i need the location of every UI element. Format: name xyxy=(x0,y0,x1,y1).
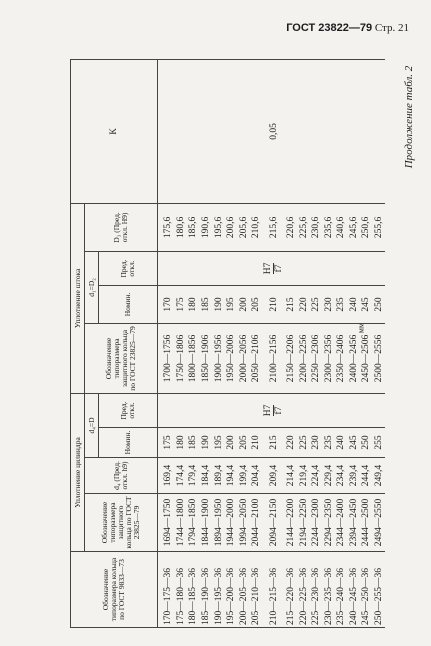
ring-designation-cell: 205—210—36 xyxy=(250,552,263,628)
rod-deviation-cell xyxy=(360,251,373,285)
rod-d3-cell: 250,6 xyxy=(360,203,373,251)
fit-cylinder xyxy=(263,405,285,417)
rod-d3-cell: 200,6 xyxy=(225,203,238,251)
ring-designation-cell: 240—245—36 xyxy=(348,552,361,628)
rod-d3-cell: 215,6 xyxy=(263,203,285,251)
unit-label: мм xyxy=(356,322,366,334)
cylinder-fit-cell xyxy=(263,393,285,427)
cylinder-nominal-cell: 185 xyxy=(187,428,200,458)
cylinder-nominal-cell: 195 xyxy=(212,428,225,458)
ring-designation-cell: 220—225—36 xyxy=(297,552,310,628)
cylinder-protective-ring-cell: 2294—2350 xyxy=(322,494,335,552)
cylinder-d4-cell: 169,4 xyxy=(158,458,175,494)
cylinder-deviation-cell xyxy=(200,393,213,427)
cylinder-protective-ring-cell: 2394—2450 xyxy=(348,494,361,552)
ring-designation-cell: 235—240—36 xyxy=(335,552,348,628)
cylinder-protective-ring-cell: 1944—2000 xyxy=(225,494,238,552)
rod-fit-cell xyxy=(263,251,285,285)
rod-nominal-cell: 205 xyxy=(250,285,263,323)
rod-protective-ring-cell: 2250—2306 xyxy=(310,323,323,393)
header-cylinder-deviation: Пред. откл. xyxy=(99,393,158,427)
rod-protective-ring-cell: 1900—1956 xyxy=(212,323,225,393)
cylinder-deviation-cell xyxy=(250,393,263,427)
rod-d3-cell: 255,6 xyxy=(373,203,386,251)
header-rod-seal: Уплотнение штока xyxy=(71,203,85,393)
rod-deviation-cell xyxy=(212,251,225,285)
cylinder-nominal-cell: 180 xyxy=(175,428,188,458)
rod-protective-ring-cell: 2500—2556 xyxy=(373,323,386,393)
rod-protective-ring-cell: 1800—1856 xyxy=(187,323,200,393)
rod-deviation-cell xyxy=(175,251,188,285)
cylinder-protective-ring-cell: 2094—2150 xyxy=(263,494,285,552)
cylinder-deviation-cell xyxy=(285,393,298,427)
rod-deviation-cell xyxy=(297,251,310,285)
cylinder-nominal-cell: 200 xyxy=(225,428,238,458)
cylinder-deviation-cell xyxy=(322,393,335,427)
rotated-table xyxy=(70,60,385,628)
rod-deviation-cell xyxy=(335,251,348,285)
cylinder-nominal-cell: 250 xyxy=(360,428,373,458)
cylinder-d4-cell: 184,4 xyxy=(200,458,213,494)
rod-protective-ring-cell: 2050—2106 xyxy=(250,323,263,393)
ring-designation-cell: 195—200—36 xyxy=(225,552,238,628)
cylinder-nominal-cell: 235 xyxy=(322,428,335,458)
cylinder-nominal-cell: 230 xyxy=(310,428,323,458)
cylinder-d4-cell: 229,4 xyxy=(322,458,335,494)
rod-nominal-cell: 175 xyxy=(175,285,188,323)
fit-rod xyxy=(263,263,285,275)
cylinder-d4-cell: 209,4 xyxy=(263,458,285,494)
rod-nominal-cell: 170 xyxy=(158,285,175,323)
cylinder-nominal-cell: 220 xyxy=(285,428,298,458)
rod-d3-cell: 190,6 xyxy=(200,203,213,251)
rod-nominal-cell: 240 xyxy=(348,285,361,323)
cylinder-deviation-cell xyxy=(373,393,386,427)
rod-d3-cell: 220,6 xyxy=(285,203,298,251)
header-rod-nominal: Номин. xyxy=(99,285,158,323)
cylinder-deviation-cell xyxy=(175,393,188,427)
rod-deviation-cell xyxy=(373,251,386,285)
cylinder-deviation-cell xyxy=(335,393,348,427)
fit-top: H7 xyxy=(262,262,273,275)
cylinder-deviation-cell xyxy=(297,393,310,427)
ring-designation-cell: 170—175—36 xyxy=(158,552,175,628)
cylinder-d4-cell: 199,4 xyxy=(238,458,251,494)
rod-deviation-cell xyxy=(322,251,335,285)
rod-deviation-cell xyxy=(158,251,175,285)
cylinder-d4-cell: 234,4 xyxy=(335,458,348,494)
rod-deviation-cell xyxy=(238,251,251,285)
rod-d3-cell: 175,6 xyxy=(158,203,175,251)
header-rod-deviation: Пред. откл. xyxy=(99,251,158,285)
cylinder-protective-ring-cell: 1994—2050 xyxy=(238,494,251,552)
cylinder-protective-ring-cell: 2444—2500 xyxy=(360,494,373,552)
cylinder-d4-cell: 239,4 xyxy=(348,458,361,494)
rod-protective-ring-cell: 1950—2006 xyxy=(225,323,238,393)
fit-top: H7 xyxy=(262,404,273,417)
cylinder-d4-cell: 179,4 xyxy=(187,458,200,494)
rod-nominal-cell: 185 xyxy=(200,285,213,323)
rod-nominal-cell: 195 xyxy=(225,285,238,323)
seal-dimensions-table xyxy=(70,59,385,628)
rod-protective-ring-cell: 2150—2206 xyxy=(285,323,298,393)
ring-designation-cell: 200—205—36 xyxy=(238,552,251,628)
header-cylinder-d4-eq-d: d₄=D xyxy=(85,393,99,457)
rod-nominal-cell: 235 xyxy=(335,285,348,323)
rod-nominal-cell: 220 xyxy=(297,285,310,323)
cylinder-deviation-cell xyxy=(158,393,175,427)
ring-designation-cell: 190—195—36 xyxy=(212,552,225,628)
header-rod-d3: D₃ (Пред. откл. H9) xyxy=(85,203,158,251)
cylinder-nominal-cell: 245 xyxy=(348,428,361,458)
header-cylinder-protective-ring: Обозначение типоразмера защитного кольца по ГОСТ 23825—79 xyxy=(85,494,158,552)
cylinder-d4-cell: 224,4 xyxy=(310,458,323,494)
standard-number: ГОСТ 23822—79 xyxy=(286,22,373,34)
cylinder-d4-cell: 189,4 xyxy=(212,458,225,494)
cylinder-nominal-cell: 240 xyxy=(335,428,348,458)
rod-nominal-cell: 180 xyxy=(187,285,200,323)
cylinder-nominal-cell: 210 xyxy=(250,428,263,458)
cylinder-protective-ring-cell: 2494—2550 xyxy=(373,494,386,552)
header-k: K xyxy=(71,59,158,203)
rod-nominal-cell: 245 xyxy=(360,285,373,323)
cylinder-protective-ring-cell: 2044—2100 xyxy=(250,494,263,552)
ring-designation-cell: 175—180—36 xyxy=(175,552,188,628)
table-body xyxy=(158,59,386,627)
rod-deviation-cell xyxy=(348,251,361,285)
rod-d3-cell: 195,6 xyxy=(212,203,225,251)
cylinder-protective-ring-cell: 1894—1950 xyxy=(212,494,225,552)
rod-deviation-cell xyxy=(225,251,238,285)
rod-nominal-cell: 190 xyxy=(212,285,225,323)
rod-protective-ring-cell: 2000—2056 xyxy=(238,323,251,393)
rod-nominal-cell: 225 xyxy=(310,285,323,323)
cylinder-nominal-cell: 255 xyxy=(373,428,386,458)
rod-nominal-cell: 210 xyxy=(263,285,285,323)
ring-designation-cell: 230—235—36 xyxy=(322,552,335,628)
rod-d3-cell: 185,6 xyxy=(187,203,200,251)
rod-d3-cell: 245,6 xyxy=(348,203,361,251)
ring-designation-cell: 215—220—36 xyxy=(285,552,298,628)
rod-d3-cell: 230,6 xyxy=(310,203,323,251)
ring-designation-cell: 245—250—36 xyxy=(360,552,373,628)
header-cylinder-d4: d₄ (Пред. откл. h9) xyxy=(85,458,158,494)
header-rod-protective-ring: Обозначение типоразмера защитного кольца по ГОСТ 23825—79 xyxy=(85,323,158,393)
cylinder-d4-cell: 249,4 xyxy=(373,458,386,494)
cylinder-nominal-cell: 175 xyxy=(158,428,175,458)
rod-deviation-cell xyxy=(200,251,213,285)
fit-bottom: f7 xyxy=(274,406,285,415)
rod-d3-cell: 235,6 xyxy=(322,203,335,251)
rod-protective-ring-cell: 2300—2356 xyxy=(322,323,335,393)
rod-d3-cell: 180,6 xyxy=(175,203,188,251)
rod-d3-cell: 210,6 xyxy=(250,203,263,251)
table-row xyxy=(158,59,175,627)
rod-protective-ring-cell: 2350—2406 xyxy=(335,323,348,393)
cylinder-nominal-cell: 190 xyxy=(200,428,213,458)
cylinder-d4-cell: 174,4 xyxy=(175,458,188,494)
page-header xyxy=(286,22,409,34)
cylinder-d4-cell: 194,4 xyxy=(225,458,238,494)
cylinder-nominal-cell: 205 xyxy=(238,428,251,458)
table-area xyxy=(70,60,385,628)
cylinder-d4-cell: 204,4 xyxy=(250,458,263,494)
rod-protective-ring-cell: 2400—2456 xyxy=(348,323,361,393)
ring-designation-cell: 210—215—36 xyxy=(263,552,285,628)
cylinder-protective-ring-cell: 2144—2200 xyxy=(285,494,298,552)
fit-bottom: f7 xyxy=(274,264,285,273)
cylinder-deviation-cell xyxy=(310,393,323,427)
ring-designation-cell: 185—190—36 xyxy=(200,552,213,628)
cylinder-deviation-cell xyxy=(360,393,373,427)
continuation-label: Продолжение табл. 2 xyxy=(403,65,415,169)
cylinder-nominal-cell: 225 xyxy=(297,428,310,458)
rod-d3-cell: 225,6 xyxy=(297,203,310,251)
rod-d3-cell: 205,6 xyxy=(238,203,251,251)
cylinder-protective-ring-cell: 1744—1800 xyxy=(175,494,188,552)
cylinder-deviation-cell xyxy=(212,393,225,427)
header-cylinder-nominal: Номин. xyxy=(99,428,158,458)
rod-deviation-cell xyxy=(310,251,323,285)
rod-deviation-cell xyxy=(285,251,298,285)
cylinder-nominal-cell: 215 xyxy=(263,428,285,458)
cylinder-protective-ring-cell: 2194—2250 xyxy=(297,494,310,552)
rod-protective-ring-cell: 2450—2506 xyxy=(360,323,373,393)
header-rod-d1-eq-d2: d₁=D₂ xyxy=(85,251,99,323)
cylinder-protective-ring-cell: 1694—1750 xyxy=(158,494,175,552)
rod-protective-ring-cell: 1700—1756 xyxy=(158,323,175,393)
cylinder-deviation-cell xyxy=(225,393,238,427)
header-cylinder-seal: Уплотнение цилиндра xyxy=(71,393,85,551)
rod-deviation-cell xyxy=(250,251,263,285)
rod-nominal-cell: 200 xyxy=(238,285,251,323)
rod-protective-ring-cell: 1850—1906 xyxy=(200,323,213,393)
cylinder-d4-cell: 244,4 xyxy=(360,458,373,494)
cylinder-deviation-cell xyxy=(348,393,361,427)
ring-designation-cell: 225—230—36 xyxy=(310,552,323,628)
rod-protective-ring-cell: 2200—2256 xyxy=(297,323,310,393)
cylinder-deviation-cell xyxy=(238,393,251,427)
page-number: Стр. 21 xyxy=(374,22,409,34)
cylinder-protective-ring-cell: 2244—2300 xyxy=(310,494,323,552)
rod-nominal-cell: 250 xyxy=(373,285,386,323)
cylinder-protective-ring-cell: 1794—1850 xyxy=(187,494,200,552)
k-value-cell: 0,05 xyxy=(158,59,386,203)
rod-deviation-cell xyxy=(187,251,200,285)
cylinder-d4-cell: 219,4 xyxy=(297,458,310,494)
rod-nominal-cell: 215 xyxy=(285,285,298,323)
rod-protective-ring-cell: 1750—1806 xyxy=(175,323,188,393)
cylinder-deviation-cell xyxy=(187,393,200,427)
cylinder-protective-ring-cell: 1844—1900 xyxy=(200,494,213,552)
header-ring-designation: Обозначение типоразмера кольца по ГОСТ 9833—73 xyxy=(71,552,158,628)
rod-d3-cell: 240,6 xyxy=(335,203,348,251)
ring-designation-cell: 180—185—36 xyxy=(187,552,200,628)
ring-designation-cell: 250—255—36 xyxy=(373,552,386,628)
cylinder-protective-ring-cell: 2344—2400 xyxy=(335,494,348,552)
rod-protective-ring-cell: 2100—2156 xyxy=(263,323,285,393)
cylinder-d4-cell: 214,4 xyxy=(285,458,298,494)
rod-nominal-cell: 230 xyxy=(322,285,335,323)
